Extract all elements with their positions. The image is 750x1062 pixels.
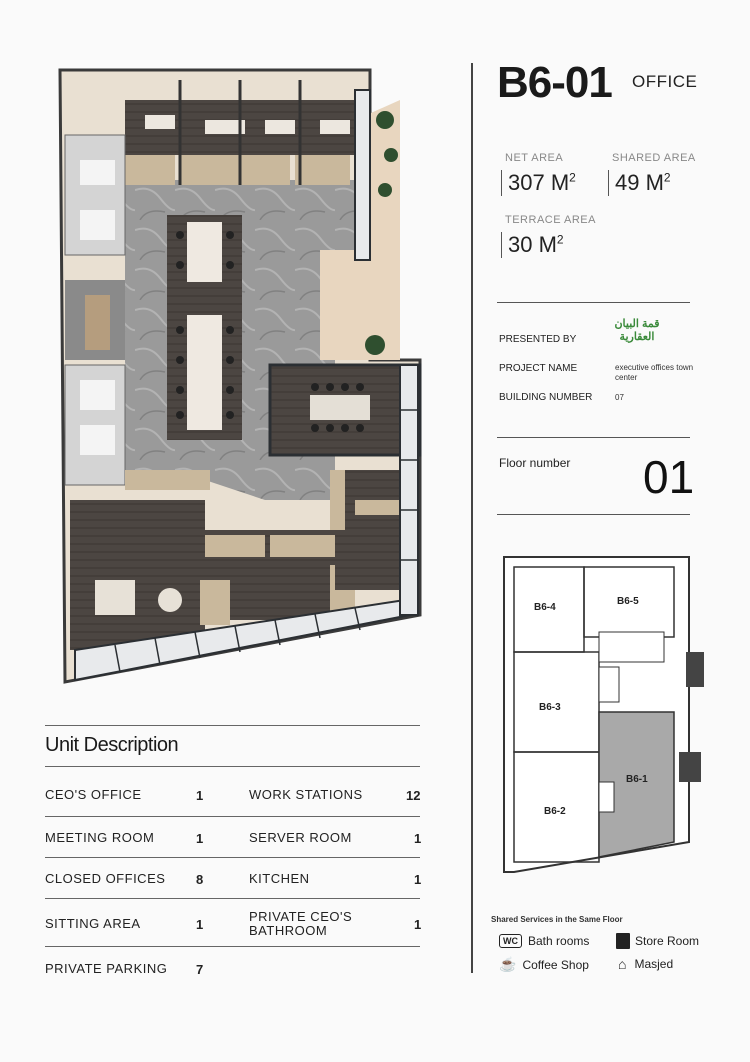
service-coffee-shop: ☕ Coffee Shop	[499, 956, 589, 972]
unit-id: B6-01	[497, 58, 612, 107]
server-room-value: 1	[414, 831, 422, 846]
terrace-area-label: TERRACE AREA	[505, 214, 596, 226]
floor-number-value: 01	[643, 451, 695, 503]
net-area-label: NET AREA	[505, 152, 564, 164]
sitting-area-label: SITTING AREA	[45, 916, 141, 931]
key-plan-unit: B6-5	[617, 596, 639, 607]
store-icon	[616, 933, 630, 949]
key-plan-unit: B6-2	[544, 806, 566, 817]
sitting-area-value: 1	[196, 917, 204, 932]
wc-icon: WC	[499, 934, 522, 948]
project-name-value: executive offices town center	[615, 363, 694, 382]
private-ceo-bathroom-value: 1	[414, 917, 422, 932]
unit-description-title: Unit Description	[45, 734, 179, 756]
net-area-value: 307 $M^2$	[501, 170, 576, 196]
presented-by-label: PRESENTED BY	[499, 334, 577, 345]
private-ceo-bathroom-label: PRIVATE CEO'S BATHROOM	[249, 909, 353, 938]
service-masjed: ⌂ Masjed	[618, 956, 674, 972]
kitchen-label: KITCHEN	[249, 871, 310, 886]
shared-area-label: SHARED AREA	[612, 152, 696, 164]
coffee-icon: ☕	[499, 956, 517, 972]
service-store-room: Store Room	[616, 933, 699, 949]
closed-offices-value: 8	[196, 872, 204, 887]
meeting-room-label: MEETING ROOM	[45, 830, 155, 845]
shared-area-value: 49 $M^2$	[608, 170, 671, 196]
divider	[45, 816, 420, 817]
divider	[497, 302, 690, 303]
key-plan-unit: B6-3	[539, 702, 561, 713]
divider	[45, 946, 420, 947]
divider	[497, 514, 690, 515]
floor-number-label: Floor number	[499, 456, 571, 470]
building-number-label: BUILDING NUMBER	[499, 392, 593, 403]
server-room-label: SERVER ROOM	[249, 830, 352, 845]
floor-plan-render	[55, 60, 427, 685]
divider	[45, 857, 420, 858]
divider	[45, 766, 420, 767]
key-plan-unit: B6-4	[534, 602, 556, 613]
private-parking-label: PRIVATE PARKING	[45, 961, 168, 976]
key-plan-unit: B6-1	[626, 774, 648, 785]
divider	[45, 725, 420, 726]
unit-type: OFFICE	[632, 72, 698, 91]
private-parking-value: 7	[196, 962, 204, 977]
kitchen-value: 1	[414, 872, 422, 887]
meeting-room-value: 1	[196, 831, 204, 846]
key-plan	[494, 552, 714, 882]
vertical-divider	[471, 63, 473, 973]
divider	[45, 898, 420, 899]
ceo-office-value: 1	[196, 788, 204, 803]
work-stations-value: 12	[406, 788, 421, 803]
presenter-logo: قمة البيان العقارية	[614, 318, 660, 343]
project-name-label: PROJECT NAME	[499, 363, 578, 374]
ceo-office-label: CEO'S OFFICE	[45, 787, 142, 802]
building-number-value: 07	[615, 393, 624, 402]
divider	[497, 437, 690, 438]
terrace-area-value: 30 $M^2$	[501, 232, 564, 258]
service-bathrooms: WC Bath rooms	[499, 934, 589, 948]
closed-offices-label: CLOSED OFFICES	[45, 871, 166, 886]
services-title: Shared Services in the Same Floor	[491, 915, 623, 924]
work-stations-label: WORK STATIONS	[249, 787, 363, 802]
mosque-icon: ⌂	[618, 956, 627, 972]
